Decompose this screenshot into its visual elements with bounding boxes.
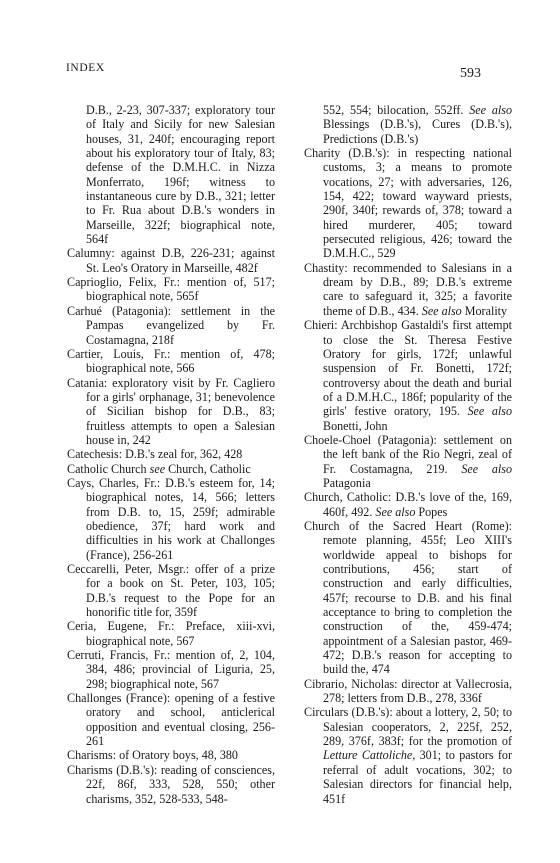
index-entry xyxy=(304,146,512,261)
entry-text: Challonges (France): opening of a festive oratory and school, anticlerical opposition and eventual closing, 256-261 xyxy=(67,691,275,749)
entry-text: Cartier, Louis, Fr.: mention of, 478; biographical note, 566 xyxy=(67,346,275,376)
cross-reference: See also xyxy=(461,461,512,476)
index-entry xyxy=(67,462,275,476)
index-entry-continued xyxy=(304,103,512,146)
index-entry xyxy=(67,763,275,806)
index-column-left xyxy=(67,103,275,806)
page-number: 593 xyxy=(460,66,481,81)
cross-reference: See also xyxy=(467,404,512,419)
index-entry xyxy=(67,619,275,648)
running-head: INDEX xyxy=(66,62,105,74)
entry-text: Church, Catholic: D.B.'s love of the, 169, 460f, 492. xyxy=(304,490,512,519)
entry-text: Blessings (D.B.'s), Cures (D.B.'s), Predictions (D.B.'s) xyxy=(323,117,512,146)
cross-reference: See also xyxy=(375,504,416,519)
index-entry xyxy=(67,275,275,304)
cross-reference: See also xyxy=(421,303,462,318)
index-column-right xyxy=(304,103,512,806)
entry-text: 552, 554; bilocation, 552ff. xyxy=(323,103,470,117)
index-entry xyxy=(67,748,275,762)
entry-text: D.B., 2-23, 307-337; exploratory tour of Italy and Sicily for new Salesian houses, 31, 240f; encouraging report about his exploratory tour of Italy, 83; defense of the D.M.H.C. in Nizza Monferrato, 196f; witness to instantaneous cure by D.B., 321; letter to Fr. Rua about D.B.'s wonders in Marseille, 322f; biographical note, 564f xyxy=(86,103,275,247)
entry-text: Cays, Charles, Fr.: D.B.'s esteem for, 14; biographical notes, 14, 566; letters from D.B. to, 15, 259f; admirable obedience, 37f; hard work and difficulties in his work at Challonges (France), 256-261 xyxy=(67,475,275,562)
cross-reference: see xyxy=(149,461,166,476)
entry-text: Catholic Church xyxy=(67,461,150,476)
entry-text: Ceccarelli, Peter, Msgr.: offer of a prize for a book on St. Peter, 103, 105; D.B.'s request to the Pope for an honorific title for, 359f xyxy=(67,562,275,620)
entry-text: Carhué (Patagonia): settlement in the Pampas evangelized by Fr. Costamagna, 218f xyxy=(67,303,275,347)
index-entry xyxy=(304,490,512,519)
entry-text: Ceria, Eugene, Fr.: Preface, xiii-xvi, biographical note, 567 xyxy=(67,619,275,648)
entry-text: Church of the Sacred Heart (Rome): remote planning, 455f; Leo XIII's worldwide appeal to bishops for contributions, 456; start of construction and early difficulties, 457f; recourse to D.B. and his final acceptance to bring to completion the construction of the, 459-474; appointment of a Salesian pastor, 469-472; D.B.'s reason for accepting to build the, 474 xyxy=(304,518,512,677)
index-entry xyxy=(304,261,512,318)
index-entry xyxy=(304,519,512,677)
entry-text: Chieri: Archbishop Gastaldi's first attempt to close the St. Theresa Festive Oratory for girls, 172f; unlawful suspension of Fr. Bonetti, 172f; controversy about the death and burial of a D.M.H.C., 186f; popularity of the girls' festive oratory, 195. xyxy=(304,318,512,419)
index-entry xyxy=(304,677,512,706)
cross-reference: See also xyxy=(469,103,512,117)
index-entry xyxy=(67,376,275,448)
entry-text: Charity (D.B.'s): in respecting national customs, 3; a means to promote vocations, 27; with adversaries, 126, 154, 422; toward wayward priests, 290f, 340f; rewards of, 378; toward a hired murderer, 405; toward persecuted religious, 426; toward the D.M.H.C., 529 xyxy=(304,146,512,261)
entry-text: Chastity: recommended to Salesians in a dream by D.B., 89; D.B.'s extreme care to safeguard it, 325; a favorite theme of D.B., 434. xyxy=(304,260,512,318)
index-entry xyxy=(67,562,275,619)
entry-text: Circulars (D.B.'s): about a lottery, 2, 50; to Salesian cooperators, 2, 225f, 252, 289, 376f, 383f; for the promotion of xyxy=(304,705,512,749)
entry-text: Calumny: against D.B, 226-231; against St. Leo's Oratory in Marseille, 482f xyxy=(67,246,275,275)
index-entry xyxy=(67,304,275,347)
index-entry xyxy=(67,648,275,691)
entry-text: , 301; to pastors for referral of adult vocations, 302; to Salesian directors for financial help, 451f xyxy=(323,748,512,806)
entry-text: Morality xyxy=(461,303,508,318)
index-entry xyxy=(67,246,275,275)
index-entry xyxy=(67,347,275,376)
entry-text: Catania: exploratory visit by Fr. Cagliero for a girls' orphanage, 31; benevolence of Sicilian bishop for D.B., 83; fruitless attempts to open a Salesian house in, 242 xyxy=(67,375,275,447)
entry-text: Popes xyxy=(415,504,448,519)
entry-text: Bonetti, John xyxy=(323,418,388,433)
entry-text: Charisms (D.B.'s): reading of consciences, 22f, 86f, 333, 528, 550; other charisms, 352, 528-533, 548- xyxy=(67,762,275,806)
index-entry xyxy=(304,705,512,805)
index-entry xyxy=(67,447,275,461)
entry-text: Cibrario, Nicholas: director at Vallecrosia, 278; letters from D.B., 278, 336f xyxy=(304,676,512,706)
index-entry-continued xyxy=(67,103,275,246)
entry-text: Caprioglio, Felix, Fr.: mention of, 517; biographical note, 565f xyxy=(67,275,275,304)
entry-text: Church, Catholic xyxy=(165,461,251,476)
entry-text: Choele-Choel (Patagonia): settlement on the left bank of the Rio Negri, zeal of Fr. Costamagna, 219. xyxy=(304,432,512,476)
index-entry xyxy=(304,433,512,490)
entry-text: Cerruti, Francis, Fr.: mention of, 2, 104, 384, 486; provincial of Liguria, 25, 298; biographical note, 567 xyxy=(67,648,275,691)
index-entry xyxy=(67,691,275,748)
index-entry xyxy=(304,318,512,433)
entry-text: Catechesis: D.B.'s zeal for, 362, 428 xyxy=(67,447,243,462)
cross-reference: Letture Cattoliche xyxy=(323,748,413,763)
index-entry xyxy=(67,476,275,562)
entry-text: Patagonia xyxy=(323,475,371,490)
entry-text: Charisms: of Oratory boys, 48, 380 xyxy=(67,748,238,763)
